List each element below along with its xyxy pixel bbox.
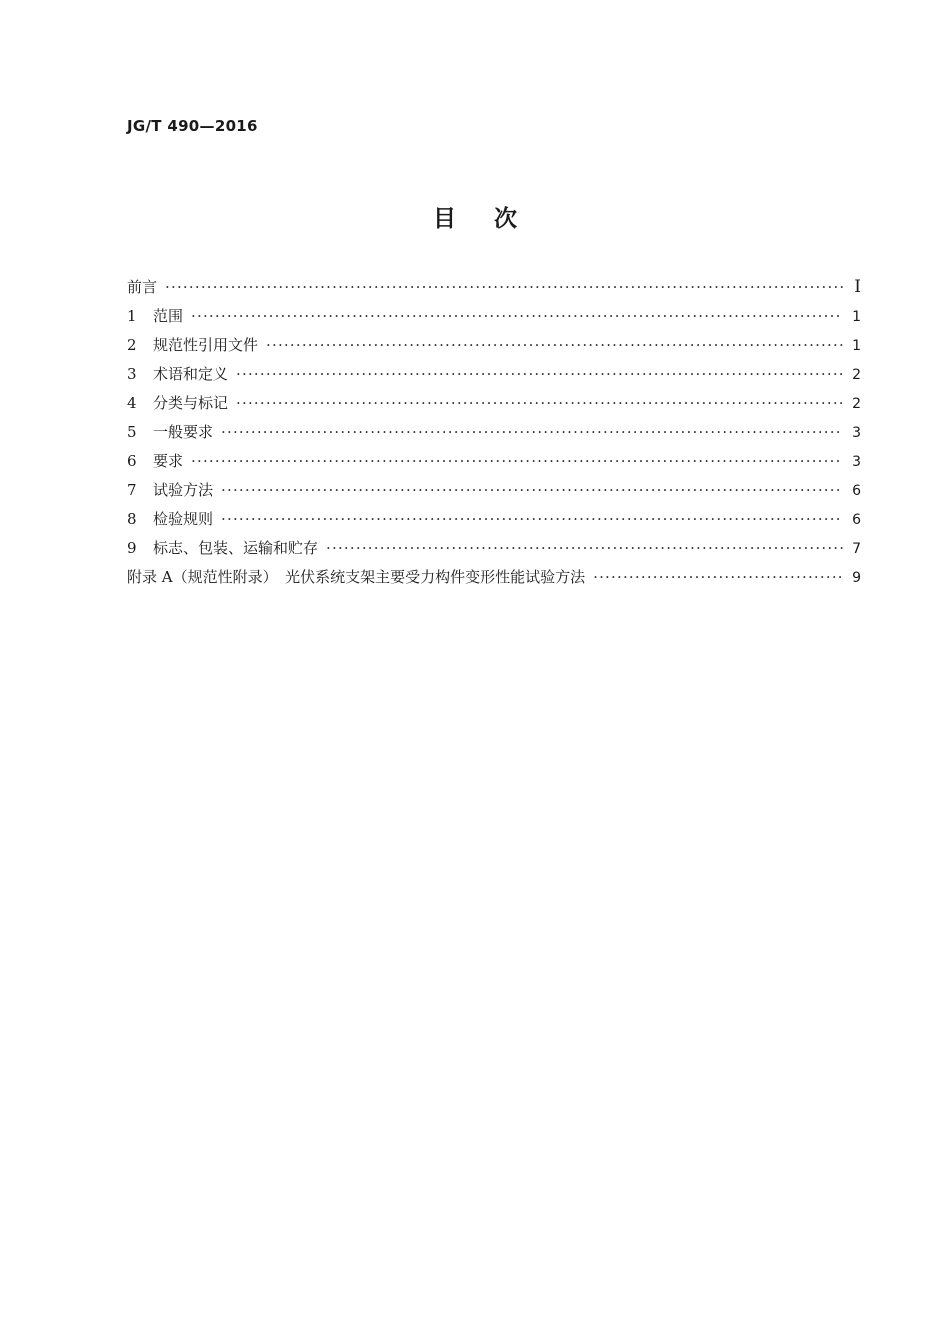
toc-leader-dots — [221, 510, 843, 528]
toc-entry-number: 9 — [127, 539, 137, 557]
toc-entry-foreword[interactable] — [127, 276, 861, 305]
toc-entry-label: 检验规则 — [153, 510, 214, 528]
toc-entry-label: 术语和定义 — [153, 365, 229, 383]
toc-title: 目次 — [433, 206, 555, 232]
toc-entry-page: 6 — [852, 483, 861, 499]
toc-leader-dots — [326, 539, 843, 557]
toc-entry-page: 6 — [852, 512, 861, 528]
toc-entry-label: 范围 — [153, 307, 184, 325]
toc-entry-page: 7 — [852, 541, 861, 557]
table-of-contents — [127, 276, 861, 595]
toc-entry-label: 分类与标记 — [153, 394, 229, 412]
toc-entry-label: 试验方法 — [153, 481, 214, 499]
toc-entry-number: 5 — [127, 423, 137, 441]
toc-entry-normative-references[interactable] — [127, 334, 861, 363]
toc-leader-dots — [593, 568, 843, 586]
toc-entry-requirements[interactable] — [127, 450, 861, 479]
toc-entry-page: 9 — [852, 570, 861, 586]
toc-entry-label: 要求 — [153, 452, 184, 470]
toc-entry-terms-definitions[interactable] — [127, 363, 861, 392]
toc-entry-number: 7 — [127, 481, 137, 499]
toc-entry-number: 6 — [127, 452, 137, 470]
toc-entry-label: 附录 A（规范性附录） 光伏系统支架主要受力构件变形性能试验方法 — [127, 568, 586, 586]
toc-leader-dots — [191, 452, 843, 470]
toc-entry-number: 2 — [127, 336, 137, 354]
toc-entry-number: 1 — [127, 307, 137, 325]
toc-leader-dots — [236, 394, 843, 412]
toc-leader-dots — [266, 336, 843, 354]
toc-entry-general-requirements[interactable] — [127, 421, 861, 450]
toc-entry-number: 8 — [127, 510, 137, 528]
toc-entry-scope[interactable] — [127, 305, 861, 334]
toc-entry-page: 3 — [852, 425, 861, 441]
toc-leader-dots — [236, 365, 843, 383]
toc-entry-page: 3 — [852, 454, 861, 470]
toc-leader-dots — [221, 481, 843, 499]
toc-entry-classification-marking[interactable] — [127, 392, 861, 421]
toc-entry-label: 前言 — [127, 278, 158, 296]
toc-leader-dots — [165, 278, 843, 296]
toc-entry-test-methods[interactable] — [127, 479, 861, 508]
toc-leader-dots — [191, 307, 843, 325]
toc-entry-number: 3 — [127, 365, 137, 383]
toc-entry-page: 2 — [852, 396, 861, 412]
toc-entry-label: 规范性引用文件 — [153, 336, 259, 354]
toc-entry-label: 一般要求 — [153, 423, 214, 441]
toc-entry-annex-a[interactable] — [127, 566, 861, 595]
standard-code: JG/T 490—2016 — [127, 117, 258, 135]
toc-entry-page: 2 — [852, 367, 861, 383]
toc-entry-label: 标志、包装、运输和贮存 — [153, 539, 319, 557]
toc-entry-inspection-rules[interactable] — [127, 508, 861, 537]
toc-entry-page: I — [854, 277, 861, 297]
toc-entry-page: 1 — [852, 338, 861, 354]
toc-leader-dots — [221, 423, 843, 441]
toc-entry-page: 1 — [852, 309, 861, 325]
toc-entry-marking-packaging[interactable] — [127, 537, 861, 566]
toc-entry-number: 4 — [127, 394, 137, 412]
